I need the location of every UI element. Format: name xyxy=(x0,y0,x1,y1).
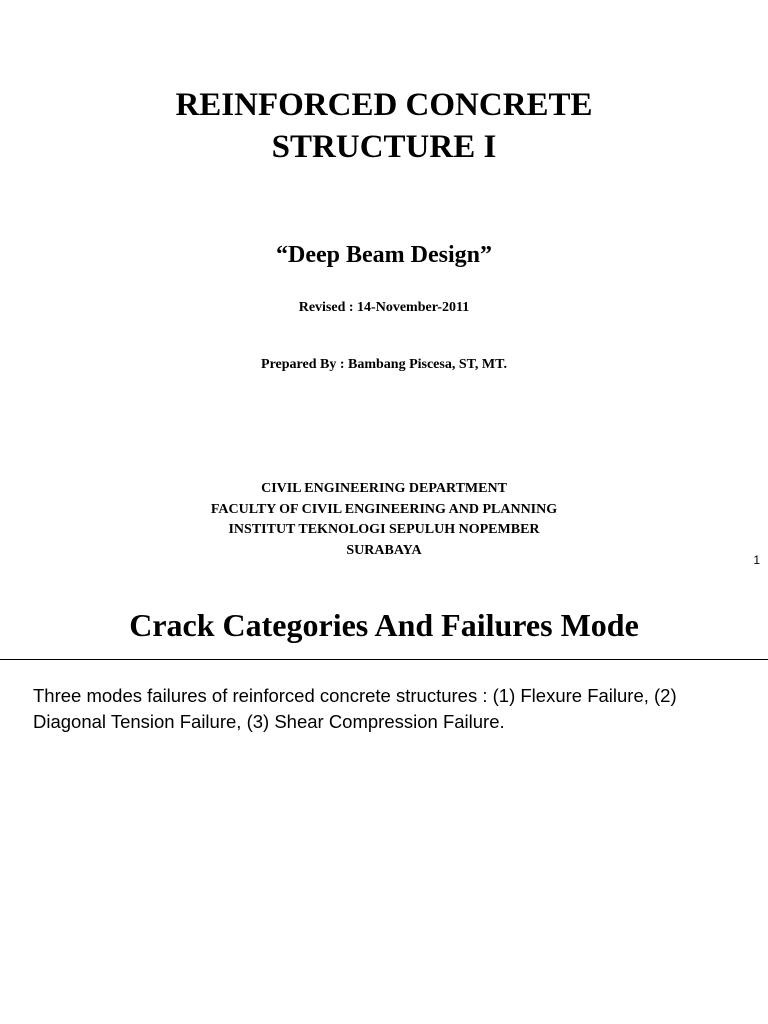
document-subtitle: “Deep Beam Design” xyxy=(276,242,492,268)
title-divider xyxy=(0,659,768,660)
document-title-line-1: REINFORCED CONCRETE xyxy=(175,87,593,123)
institution-line-1: CIVIL ENGINEERING DEPARTMENT xyxy=(261,481,507,496)
document-title xyxy=(0,84,768,168)
institution-line-4: SURABAYA xyxy=(346,542,422,558)
institution-line-3: INSTITUT TEKNOLOGI SEPULUH NOPEMBER xyxy=(228,522,540,537)
content-slide xyxy=(0,576,768,1024)
author-line: Prepared By : Bambang Piscesa, ST, MT. xyxy=(261,357,507,372)
institution-line-2: FACULTY OF CIVIL ENGINEERING AND PLANNING xyxy=(210,501,558,517)
institution-block xyxy=(0,479,768,561)
revision-date: Revised : 14-November-2011 xyxy=(298,300,470,315)
slide-body-text: Three modes failures of reinforced concrete structures : (1) Flexure Failure, (2) Diagonal Tension Failure, (3) Shear Compression Failure. xyxy=(33,685,677,732)
page-number: 1 xyxy=(753,553,760,567)
slide-title: Crack Categories And Failures Mode xyxy=(129,607,639,643)
document-title-line-2: STRUCTURE I xyxy=(271,129,497,165)
